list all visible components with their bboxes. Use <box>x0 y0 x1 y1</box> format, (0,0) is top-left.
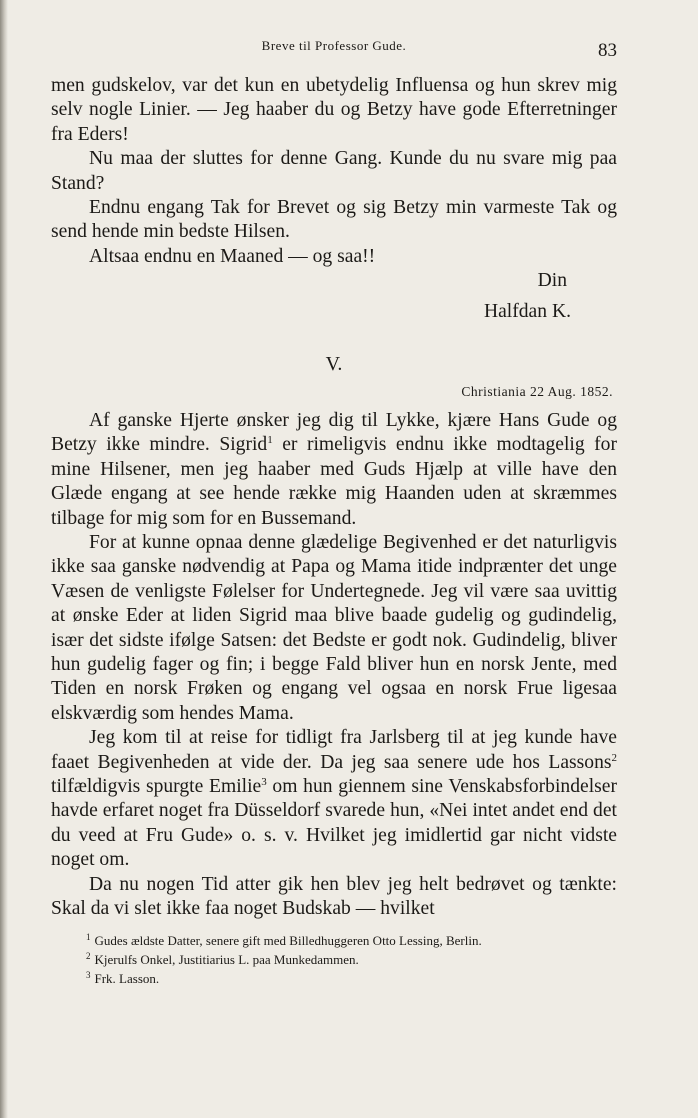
paragraph <box>51 726 617 872</box>
text-run: tilfældigvis spurgte Emilie <box>51 775 262 797</box>
footnote-text: Gudes ældste Datter, senere gift med Billedhuggeren Otto Lessing, Berlin. <box>94 933 482 949</box>
footnote-text: Frk. Lasson. <box>94 971 160 987</box>
footnote <box>86 950 617 969</box>
letter-closing: Din <box>537 270 567 292</box>
letter-signature: Halfdan K. <box>483 300 571 322</box>
book-page <box>51 36 617 988</box>
footnotes <box>51 931 617 988</box>
paragraph: Endnu engang Tak for Brevet og sig Betzy min varmeste Tak og send hende min bedste Hilsen. <box>51 197 617 243</box>
running-title: Breve til Professor Gude. <box>261 38 407 53</box>
book-spine-shadow <box>0 0 8 1118</box>
paragraph: For at kunne opnaa denne glædelige Begivenhed er det naturligvis ikke saa ganske nødvendig at Papa og Mama itide indprænter det unge Væsen de venligste Følelser for Undertegnede. Jeg vil være saa uvittig at ønske Eder at liden Sigrid maa blive baade gudelig og gudindelig, især det sidste ifølge Satsen: det Bedste er godt nok. Gudindelig, bliver hun gudelig fager og fin; i begge Fald bliver hun en norsk Jente, med Tiden en norsk Frøken og engang vel ogsaa en norsk Frue ligesaa elskværdig som hendes Mama. <box>51 531 617 724</box>
footnote <box>86 931 617 950</box>
running-header <box>51 36 617 62</box>
footnote-ref: 2 <box>611 751 617 764</box>
footnote-mark: 2 <box>86 951 91 962</box>
footnote <box>86 969 617 988</box>
paragraph: Da nu nogen Tid atter gik hen blev jeg helt bedrøvet og tænkte: Skal da vi slet ikke faa noget Budskab — hvilket <box>51 873 617 919</box>
body-text <box>51 74 617 921</box>
footnote-ref: 1 <box>267 434 273 447</box>
page-number: 83 <box>598 40 617 61</box>
footnote-mark: 3 <box>86 970 91 981</box>
footnote-text: Kjerulfs Onkel, Justitiarius L. paa Munkedammen. <box>94 952 359 968</box>
dateline: Christiania 22 Aug. 1852. <box>461 384 613 400</box>
footnote-ref: 3 <box>261 775 267 788</box>
text-run: Jeg kom til at reise for tidligt fra Jarlsberg til at jeg kunde have faaet Begivenheden at vide der. Da jeg saa senere ude hos Lassons <box>51 727 617 773</box>
paragraph <box>51 409 617 531</box>
section-number: V. <box>325 353 343 376</box>
text-run: er rimeligvis endnu ikke modtagelig for mine Hilsener, men jeg haaber med Guds Hjælp at ville have den Glæde engang at see hende række mig Haanden uden at skræmmes tilbage for mig som for en Bussemand. <box>51 434 618 529</box>
text-run: om hun giennem sine Venskabsforbindelser havde erfaret noget fra Düsseldorf svarede hun, «Nei intet andet end det du veed at Fru Gude» o. s. v. Hvilket jeg imidlertid gar nicht vidste noget om. <box>51 775 617 871</box>
paragraph: Altsaa endnu en Maaned — og saa!! <box>89 245 376 267</box>
paragraph: Nu maa der sluttes for denne Gang. Kunde du nu svare mig paa Stand? <box>51 148 617 194</box>
text-run: Af ganske Hjerte ønsker jeg dig til Lykke, kjære Hans Gude og Betzy ikke mindre. Sigrid <box>51 409 617 456</box>
footnote-mark: 1 <box>86 932 91 943</box>
paragraph: men gudskelov, var det kun en ubetydelig Influensa og hun skrev mig selv nogle Linier. — Jeg haaber du og Betzy have gode Efterretninger fra Eders! <box>51 75 617 145</box>
